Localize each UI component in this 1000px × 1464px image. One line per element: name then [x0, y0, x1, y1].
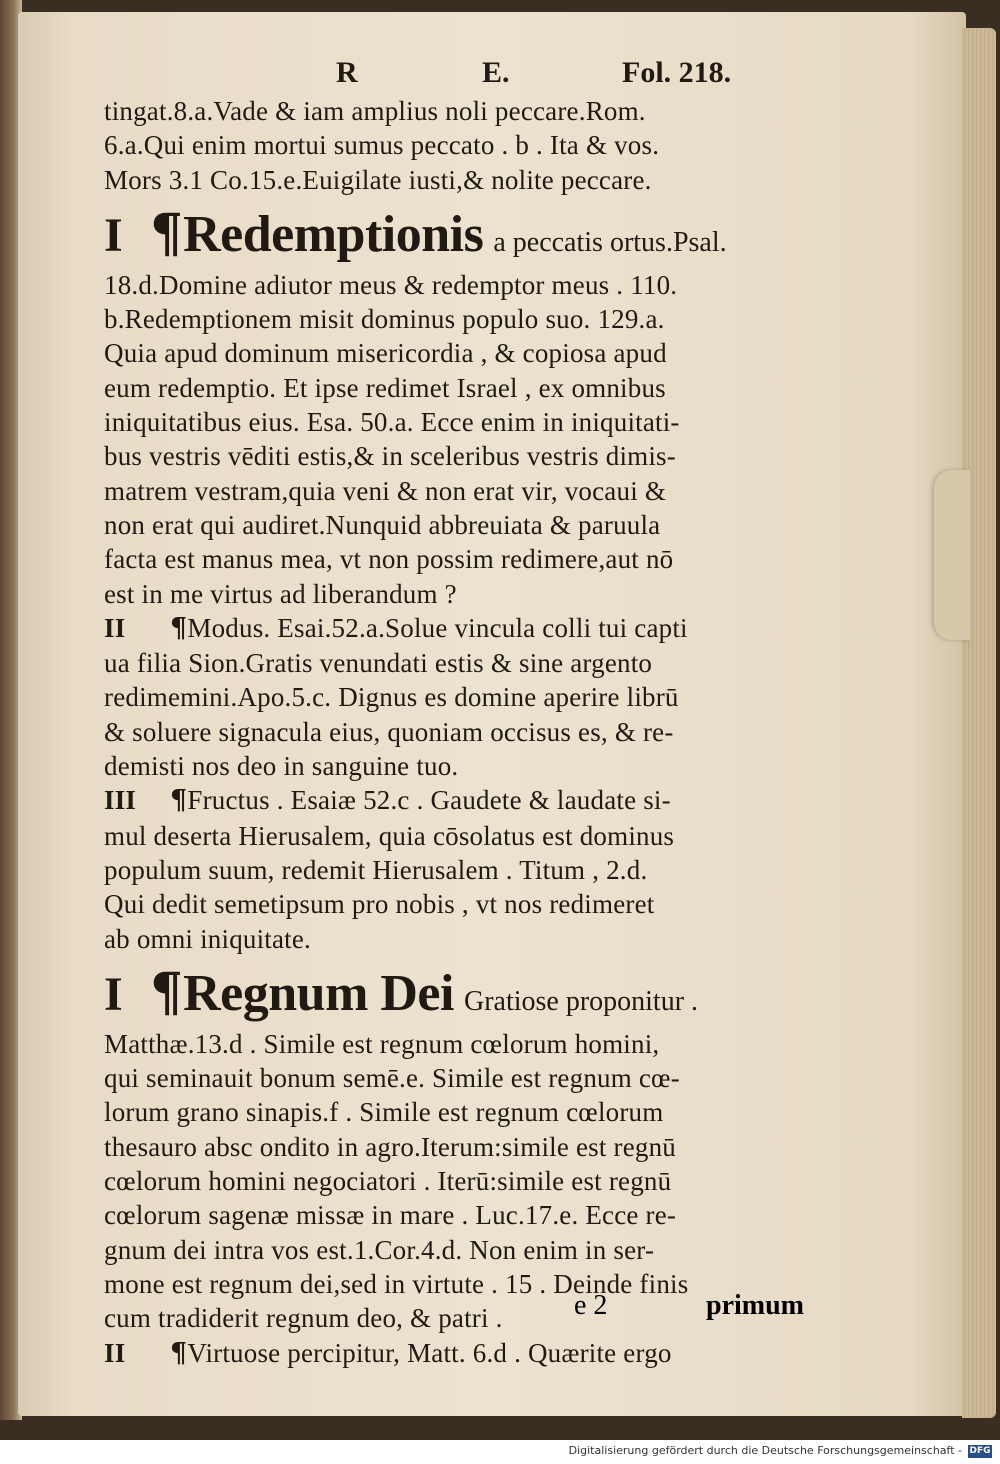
- text-line: iniquitatibus eius. Esa. 50.a. Ecce enim in iniquitati-: [104, 407, 680, 438]
- text-line: Qui dedit semetipsum pro nobis , vt nos redimeret: [104, 889, 655, 920]
- signature-mark: e 2: [574, 1290, 608, 1321]
- text-line: facta est manus mea, vt non possim redimere,aut nō: [104, 544, 674, 575]
- pilcrow-icon: ¶: [150, 202, 184, 264]
- text-line: matrem vestram,quia veni & non erat vir, vocaui &: [104, 475, 667, 506]
- text-line: Virtuose percipitur, Matt. 6.d . Quærite ergo: [187, 1337, 672, 1368]
- text-line: thesauro absc ondito in agro.Iterum:simile est regnū: [104, 1131, 677, 1162]
- text-line: tingat.8.a.Vade & iam amplius noli peccare.Rom.: [104, 96, 646, 126]
- text-line: Matthæ.13.d . Simile est regnum cœlorum homini,: [104, 1028, 660, 1059]
- section-heading-redemptionis: [104, 203, 804, 264]
- subsection-number: III: [104, 785, 137, 816]
- page-clip: [934, 470, 970, 640]
- section-heading-regnum-dei: [104, 962, 804, 1023]
- page-edges: [962, 28, 996, 1418]
- text-line: cum tradiderit regnum deo, & patri .: [104, 1303, 503, 1334]
- text-line: mul deserta Hierusalem, quia cōsolatus est dominus: [104, 820, 675, 851]
- text-line: & soluere signacula eius, quoniam occisus es, & re-: [104, 716, 674, 747]
- funding-credit: Digitalisierung gefördert durch die Deutsche Forschungsgemeinschaft -: [568, 1444, 962, 1457]
- running-header: [104, 56, 804, 94]
- pilcrow-icon: ¶: [170, 785, 188, 817]
- section-title-rest: Gratiose proponitur .: [463, 985, 699, 1017]
- subsection-virtuose: [104, 1336, 804, 1371]
- text-line: qui seminauit bonum semē.e. Simile est regnum cœ-: [104, 1063, 680, 1094]
- text-line: Mors 3.1 Co.15.e.Euigilate iusti,& nolite peccare.: [104, 164, 652, 195]
- subsection-fructus: [104, 783, 804, 818]
- header-letter: R: [336, 56, 358, 89]
- text-line: populum suum, redemit Hierusalem . Titum , 2.d.: [104, 854, 648, 885]
- text-line: cœlorum homini negociatori . Iterū:simile est regnū: [104, 1166, 672, 1197]
- text-line: non erat qui audiret.Nunquid abbreuiata & paruula: [104, 509, 661, 540]
- text-line: redimemini.Apo.5.c. Dignus es domine aperire librū: [104, 682, 679, 713]
- page-text: [104, 56, 804, 1371]
- text-line: mone est regnum dei,sed in virtute . 15 . Deinde finis: [104, 1268, 689, 1299]
- text-line: Fructus . Esaiæ 52.c . Gaudete & laudate si-: [187, 785, 671, 816]
- text-line: 6.a.Qui enim mortui sumus peccato . b . Ita & vos.: [104, 130, 660, 161]
- text-line: est in me virtus ad liberandum ?: [104, 578, 457, 609]
- pilcrow-icon: ¶: [170, 612, 188, 644]
- section-title: Redemptionis: [183, 205, 484, 263]
- subsection-number: II: [104, 1337, 126, 1368]
- section-title-rest: a peccatis ortus.Psal.: [493, 226, 727, 258]
- dfg-logo: DFG: [969, 1446, 991, 1456]
- pilcrow-icon: ¶: [150, 961, 184, 1023]
- catchword: primum: [706, 1290, 804, 1321]
- text-line: gnum dei intra vos est.1.Cor.4.d. Non enim in ser-: [104, 1234, 655, 1265]
- text-line: cœlorum sagenæ missæ in mare . Luc.17.e. Ecce re-: [104, 1200, 677, 1231]
- text-line: b.Redemptionem misit dominus populo suo. 129.a.: [104, 304, 665, 335]
- text-line: demisti nos deo in sanguine tuo.: [104, 751, 459, 782]
- pilcrow-icon: ¶: [170, 1337, 188, 1369]
- section-title: Regnum Dei: [183, 964, 454, 1022]
- subsection-modus: [104, 611, 804, 646]
- subsection-number: II: [104, 612, 126, 643]
- text-line: bus vestris vēditi estis,& in sceleribus vestris dimis-: [104, 441, 676, 472]
- header-letter-2: E.: [482, 56, 510, 89]
- text-line: ua filia Sion.Gratis venundati estis & sine argento: [104, 648, 653, 679]
- text-line: eum redemptio. Et ipse redimet Israel , ex omnibus: [104, 372, 666, 403]
- section-number: I: [104, 208, 123, 262]
- section-number: I: [104, 967, 123, 1021]
- text-line: Modus. Esai.52.a.Solue vincula colli tui capti: [187, 612, 688, 643]
- text-line: lorum grano sinapis.f . Simile est regnum cœlorum: [104, 1097, 664, 1128]
- folio-number: Fol. 218.: [622, 56, 732, 89]
- text-line: ab omni iniquitate.: [104, 923, 312, 954]
- text-line: Quia apud dominum misericordia , & copiosa apud: [104, 338, 667, 369]
- text-line: 18.d.Domine adiutor meus & redemptor meus . 110.: [104, 269, 678, 300]
